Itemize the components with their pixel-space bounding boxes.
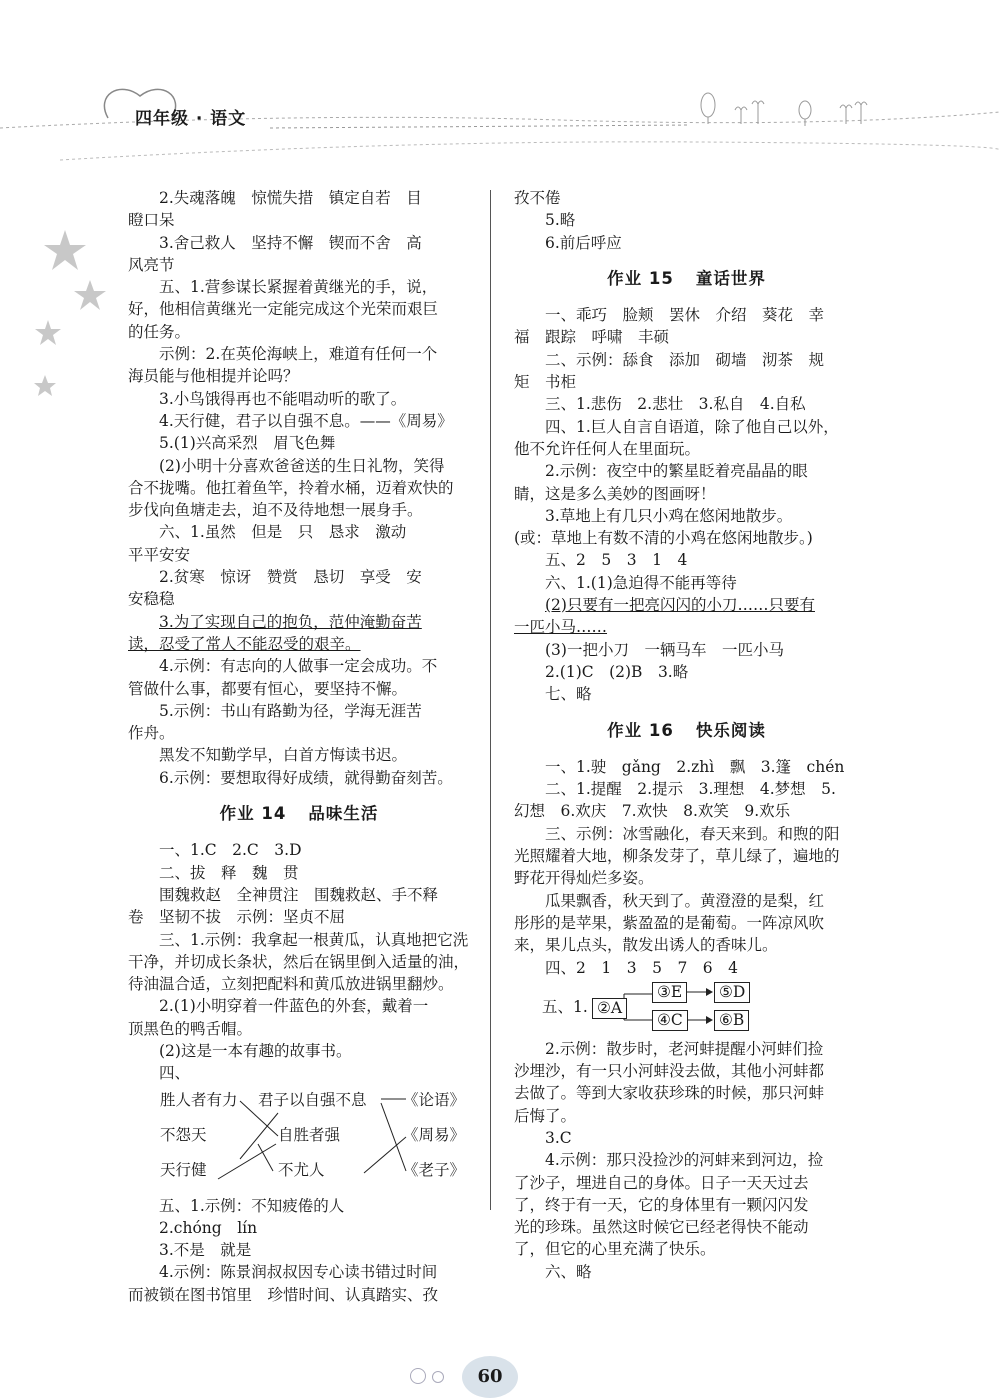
sequence-box: ②A — [592, 998, 627, 1019]
answer-line: 3.草地上有几只小鸡在悠闲地散步。 — [545, 506, 793, 525]
answer-line: 2.(1)小明穿着一件蓝色的外套，戴着一 — [159, 997, 429, 1016]
answer-line: (2)小明十分喜欢爸爸送的生日礼物，笑得 — [159, 456, 445, 475]
answer-line: 沙埋沙，有一只小河蚌没去做，其他小河蚌都 — [514, 1062, 825, 1081]
answer-line: 瓜果飘香，秋天到了。黄澄澄的是梨，红 — [545, 891, 825, 910]
answer-line: 5.略 — [545, 211, 576, 230]
match-mid-item: 自胜者强 — [278, 1125, 341, 1144]
answer-line: 了沙子，埋进自己的身体。日子一天天过去 — [514, 1173, 809, 1192]
section-title: 快乐阅读 — [695, 720, 766, 740]
right-answer-block — [514, 187, 859, 254]
answer-line: 一匹小马…… — [514, 618, 608, 637]
answer-line: 了，但它的心里充满了快乐。 — [514, 1240, 716, 1259]
column-divider — [490, 190, 491, 1210]
star-icon — [35, 320, 61, 345]
answer-line: 海员能与他相提并论吗？ — [128, 367, 299, 386]
answer-line: 读，忍受了常人不能忍受的艰辛。 — [128, 634, 361, 653]
match-right-item: 《论语》 — [403, 1090, 466, 1109]
answer-line: 三、1.悲伤 2.悲壮 3.私自 4.自私 — [545, 395, 806, 414]
answer-line: 三、示例：冰雪融化，春天来到。和煦的阳 — [545, 824, 840, 843]
answer-line: 2.示例：夜空中的繁星眨着亮晶晶的眼 — [545, 462, 808, 481]
left-answer-block-2 — [128, 839, 470, 1084]
left-answer-block-3 — [128, 1195, 470, 1306]
answer-line: 四、2 1 3 5 7 6 4 — [545, 958, 739, 977]
answer-line: 5.示例：书山有路勤为径，学海无涯苦 — [159, 701, 422, 720]
answer-line: 2.失魂落魄 惊慌失措 镇定自若 目 — [159, 189, 422, 207]
right-answer-block-4 — [514, 1038, 859, 1283]
match-mid-item: 不尤人 — [278, 1160, 325, 1179]
answer-line: 3.C — [545, 1128, 572, 1147]
answer-line: 2.(1)C (2)B 3.略 — [545, 662, 689, 681]
answer-line: 三、1.示例：我拿起一根黄瓜，认真地把它洗 — [159, 930, 469, 949]
answer-line: 好，他相信黄继光一定能完成这个光荣而艰巨 — [128, 300, 439, 319]
answer-line: 作舟。 — [128, 724, 175, 743]
answer-line: 四、1.巨人自言自语道，除了他自己以外， — [545, 417, 839, 436]
answer-line: 平平安安 — [128, 545, 191, 564]
footer-dot — [410, 1368, 426, 1384]
answer-line: 6.前后呼应 — [545, 233, 622, 252]
answer-line: 安稳稳 — [128, 590, 175, 609]
answer-line: 彤彤的是苹果，紫盈盈的是葡萄。一阵凉风吹 — [514, 913, 825, 932]
answer-line: 一、1.C 2.C 3.D — [159, 841, 302, 860]
section-label: 作业 15 — [607, 268, 674, 288]
answer-line: 六、1.(1)急迫得不能再等待 — [545, 573, 737, 592]
footer-dot — [432, 1371, 444, 1383]
answer-line: 五、2 5 3 1 4 — [545, 551, 688, 570]
answer-line: 4.示例：陈景润叔叔因专心读书错过时间 — [159, 1263, 438, 1282]
page-number: 60 — [462, 1356, 518, 1398]
tulip-icon — [735, 107, 747, 110]
match-right-item: 《老子》 — [403, 1160, 466, 1179]
answer-line: 4.示例：那只没捡沙的河蚌来到河边，捡 — [545, 1151, 824, 1170]
match-right-item: 《周易》 — [403, 1125, 466, 1144]
answer-line: 幻想 6.欢庆 7.欢快 8.欢笑 9.欢乐 — [514, 802, 791, 821]
sequence-diagram — [514, 982, 859, 1032]
answer-line: 示例：2.在英伦海峡上，难道有任何一个 — [159, 345, 438, 364]
answer-line: (3)一把小刀 一辆马车 一匹小马 — [545, 640, 784, 659]
answer-line: 福 跟踪 呼啸 丰硕 — [514, 328, 670, 347]
answer-line: 后悔了。 — [514, 1106, 577, 1125]
sequence-box: ⑤D — [714, 982, 750, 1003]
answer-line: 去做了。等到大家收获珍珠的时候，那只河蚌 — [514, 1084, 825, 1103]
answer-line: 风亮节 — [128, 255, 175, 274]
star-icon — [34, 375, 56, 396]
star-icon — [74, 280, 106, 310]
answer-line: (2)只要有一把亮闪闪的小刀……只要有 — [545, 596, 815, 615]
sequence-label: 五、1. — [542, 997, 588, 1016]
answer-line: 来，果儿点头，散发出诱人的香味儿。 — [514, 936, 778, 955]
sequence-box: ④C — [652, 1010, 688, 1031]
answer-line: 睛，这是多么美妙的图画呀！ — [514, 484, 716, 503]
answer-line: 3.不是 就是 — [159, 1241, 252, 1260]
answer-line: 2.示例：散步时，老河蚌提醒小河蚌们捡 — [545, 1039, 824, 1058]
answer-line: 待油温合适，立刻把配料和黄瓜放进锅里翻炒。 — [128, 975, 454, 994]
answer-line: 3.小鸟饿得再也不能唱动听的歌了。 — [159, 389, 407, 408]
header-decoration — [0, 0, 1000, 165]
section-label: 作业 14 — [219, 804, 287, 824]
section-label: 作业 16 — [607, 720, 674, 740]
match-left-item: 胜人者有力 — [160, 1090, 238, 1109]
answer-line: 矩 书柜 — [514, 373, 577, 392]
answer-line: 5.(1)兴高采烈 眉飞色舞 — [159, 434, 336, 453]
page-header — [0, 0, 1000, 165]
answer-line: 围魏救赵 全神贯注 围魏救赵、手不释 — [159, 885, 439, 904]
sequence-box: ⑥B — [714, 1010, 749, 1031]
answer-line: 一、乖巧 脸颊 罢休 介绍 葵花 幸 — [545, 306, 825, 325]
answer-line: 干净，并切成长条状，然后在锅里倒入适量的油， — [128, 952, 470, 971]
sequence-box: ③E — [652, 982, 687, 1003]
answer-line: 野花开得灿烂多姿。 — [514, 869, 654, 888]
tree-icon — [701, 93, 715, 117]
answer-line: 四、 — [159, 1064, 191, 1083]
right-column — [514, 187, 859, 1283]
section-heading-14 — [128, 803, 470, 825]
answer-line: (2)这是一本有趣的故事书。 — [159, 1041, 352, 1060]
answer-line: 3.舍己救人 坚持不懈 锲而不舍 高 — [159, 233, 422, 252]
answer-line: 而被锁在图书馆里 珍惜时间、认真踏实、孜 — [128, 1285, 439, 1304]
answer-line: 管做什么事，都要有恒心，要坚持不懈。 — [128, 679, 408, 698]
answer-line: (或：草地上有数不清的小鸡在悠闲地散步。) — [514, 529, 813, 548]
answer-line: 五、1.示例：不知疲倦的人 — [159, 1196, 345, 1215]
answer-line: 合不拢嘴。他扛着鱼竿，拎着水桶，迈着欢快的 — [128, 478, 454, 497]
section-heading-15 — [514, 268, 859, 290]
answer-line: 3.为了实现自己的抱负，范仲淹勤奋苦 — [159, 612, 422, 631]
answer-line: 二、拔 释 魏 贯 — [159, 863, 299, 882]
answer-line: 2.chóng lín — [159, 1218, 258, 1237]
answer-line: 一、1.驶 gǎng 2.zhì 飘 3.篷 chén — [545, 757, 845, 776]
page-title: 四年级 · 语文 — [135, 109, 247, 129]
answer-line: 二、示例：舔食 添加 砌墙 沏茶 规 — [545, 350, 825, 369]
answer-line: 光的珍珠。虽然这时候它已经老得快不能动 — [514, 1218, 809, 1237]
answer-line: 的任务。 — [128, 322, 191, 341]
match-left-item: 不怨天 — [160, 1125, 207, 1144]
star-icon — [44, 230, 86, 270]
section-title: 品味生活 — [308, 804, 379, 824]
right-answer-block-2 — [514, 304, 859, 705]
answer-line: 光照耀着大地，柳条发芽了，草儿绿了，遍地的 — [514, 847, 840, 866]
answer-line: 6.示例：要想取得好成绩，就得勤奋刻苦。 — [159, 768, 453, 787]
answer-line: 六、略 — [545, 1262, 592, 1281]
section-title: 童话世界 — [695, 268, 766, 288]
answer-line: 他不允许任何人在里面玩。 — [514, 439, 701, 458]
answer-line: 六、1.虽然 但是 只 恳求 激动 — [159, 523, 407, 542]
answer-line: 二、1.提醒 2.提示 3.理想 4.梦想 5. — [545, 780, 836, 799]
left-column — [128, 187, 470, 1306]
section-heading-16 — [514, 720, 859, 742]
answer-line: 2.贫寒 惊讶 赞赏 恳切 享受 安 — [159, 568, 422, 587]
match-left-item: 天行健 — [160, 1160, 207, 1179]
answer-line: 五、1.营参谋长紧握着黄继光的手，说， — [159, 278, 438, 297]
answer-line: 了，终于有一天，它的身体里有一颗闪闪发 — [514, 1195, 809, 1214]
answer-line: 4.示例：有志向的人做事一定会成功。不 — [159, 657, 438, 676]
answer-line: 卷 坚韧不拔 示例：坚贞不屈 — [128, 908, 346, 927]
left-answer-block — [128, 187, 470, 789]
answer-line: 步伐向鱼塘走去，迫不及待地想一展身手。 — [128, 501, 423, 520]
answer-line: 孜不倦 — [514, 189, 561, 207]
match-mid-item: 君子以自强不息 — [258, 1090, 367, 1109]
answer-line: 七、略 — [545, 685, 592, 704]
answer-line: 瞪口呆 — [128, 211, 175, 230]
right-answer-block-3 — [514, 756, 859, 979]
answer-line: 黑发不知勤学早，白首方悔读书迟。 — [159, 746, 408, 765]
matching-exercise — [128, 1089, 470, 1189]
answer-line: 顶黑色的鸭舌帽。 — [128, 1019, 253, 1038]
answer-line: 4.天行健，君子以自强不息。——《周易》 — [159, 411, 453, 430]
star-decoration — [30, 225, 140, 425]
